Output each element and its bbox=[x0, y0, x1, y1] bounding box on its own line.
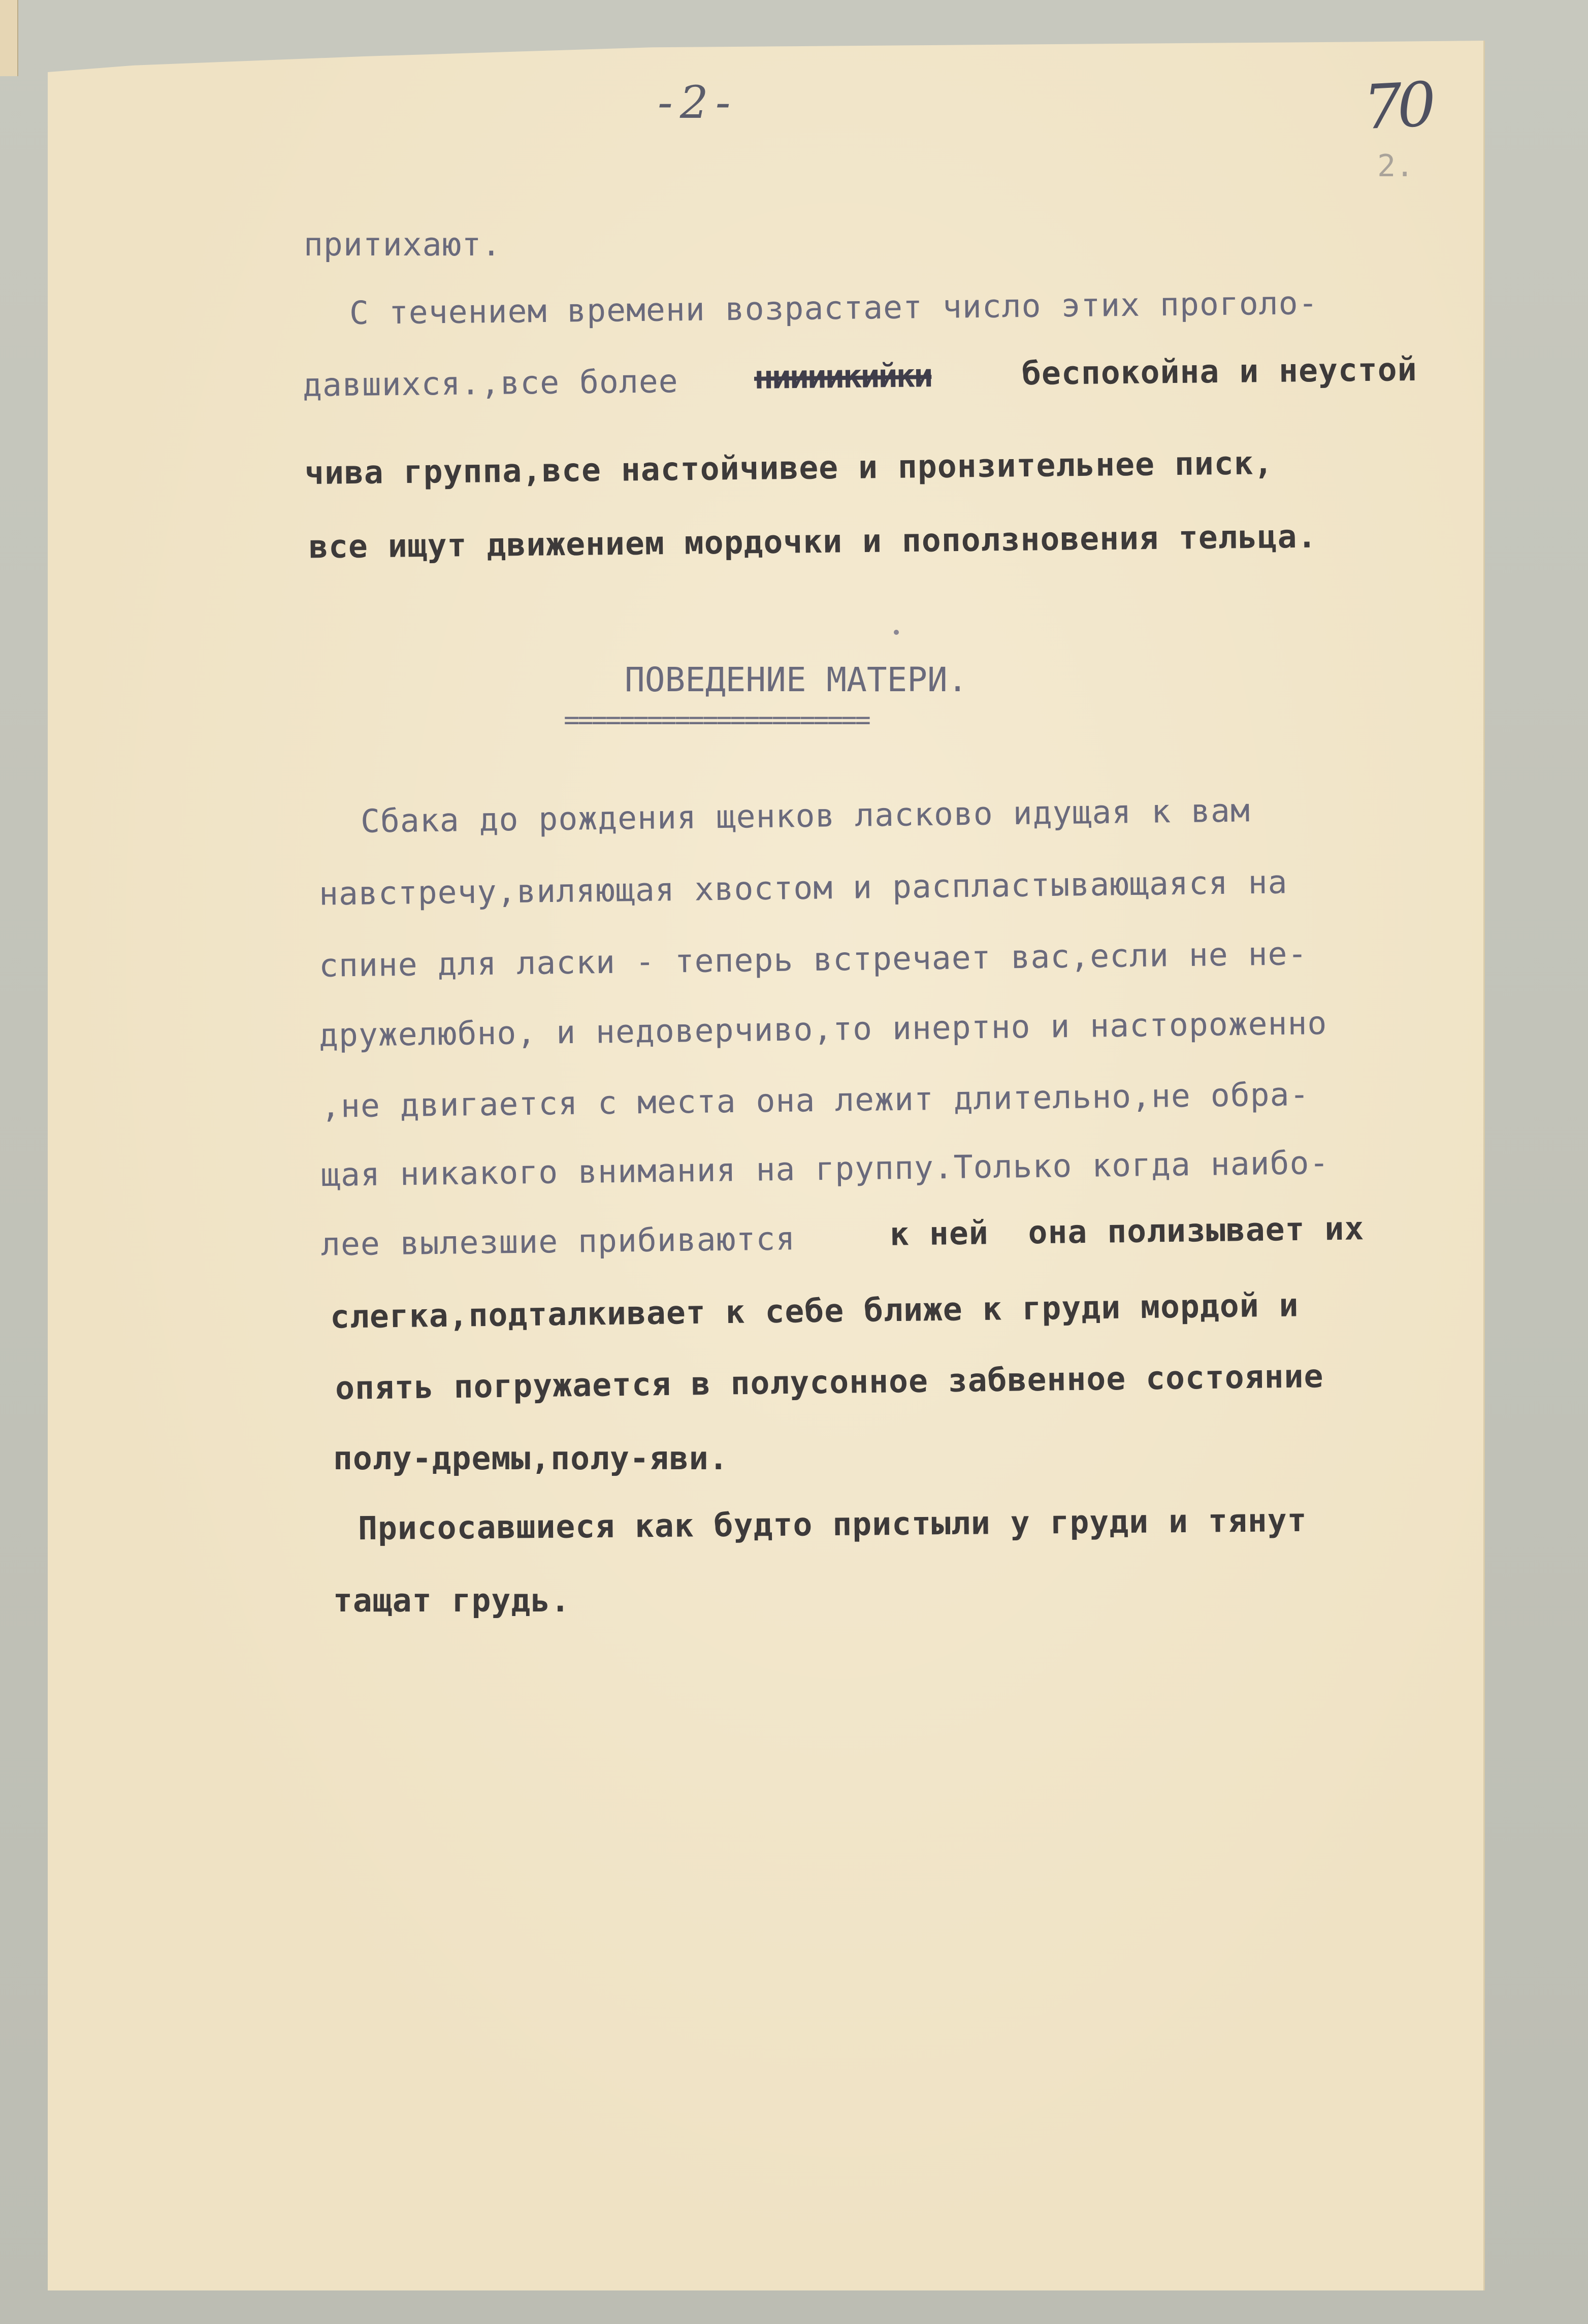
text-line: Сбака до рождения щенков ласково идущая к вам bbox=[360, 792, 1251, 840]
text-line: все ищут движением мордочки и поползновения тельца. bbox=[308, 518, 1317, 566]
text-line: лее вылезшие прибиваются bbox=[320, 1220, 796, 1263]
text-line: к ней она полизывает их bbox=[889, 1210, 1365, 1253]
archive-folio-number: 70 bbox=[1362, 69, 1433, 144]
page-number: -2- bbox=[658, 76, 738, 128]
struck-out-word bbox=[754, 357, 932, 396]
text-line: С течением времени возрастает число этих проголо- bbox=[349, 284, 1318, 332]
text-line: ,не двигается с места она лежит длительно,не обра- bbox=[320, 1076, 1310, 1125]
section-heading: ПОВЕДЕНИЕ МАТЕРИ. bbox=[625, 660, 968, 699]
text-line: опять погружается в полусонное забвенное состояние bbox=[335, 1358, 1324, 1407]
text-line: беспокойна и неустой bbox=[1021, 350, 1417, 393]
text-line: щая никакого внимания на группу.Только когда наибо- bbox=[320, 1144, 1330, 1194]
text-line: навстречу,виляющая хвостом и распластывающаяся на bbox=[318, 863, 1288, 913]
text-line: притихают. bbox=[304, 226, 502, 263]
text-line: чива группа,все настойчивее и пронзительнее писк, bbox=[304, 444, 1274, 492]
struck-word: ниииикийки bbox=[754, 357, 932, 396]
text-line: Присосавшиеся как будто пристыли у груди и тянут bbox=[358, 1501, 1307, 1547]
text-line: тащат грудь. bbox=[333, 1582, 571, 1619]
text-line: спине для ласки - теперь встречает вас,если не не- bbox=[318, 935, 1308, 984]
text-line: дружелюбно, и недоверчиво,то инертно и настороженно bbox=[318, 1004, 1327, 1054]
ink-speck bbox=[894, 630, 899, 635]
text-line: слегка,подталкивает к себе ближе к груди мордой и bbox=[330, 1286, 1299, 1336]
heading-underline: ====================== bbox=[564, 705, 869, 735]
text-line: давшихся.,все более bbox=[302, 363, 679, 404]
adjacent-page-edge bbox=[0, 0, 18, 76]
folio-secondary-mark: 2. bbox=[1377, 148, 1414, 184]
text-line: полу-дремы,полу-яви. bbox=[333, 1440, 729, 1477]
page-right-edge bbox=[1483, 41, 1485, 2290]
